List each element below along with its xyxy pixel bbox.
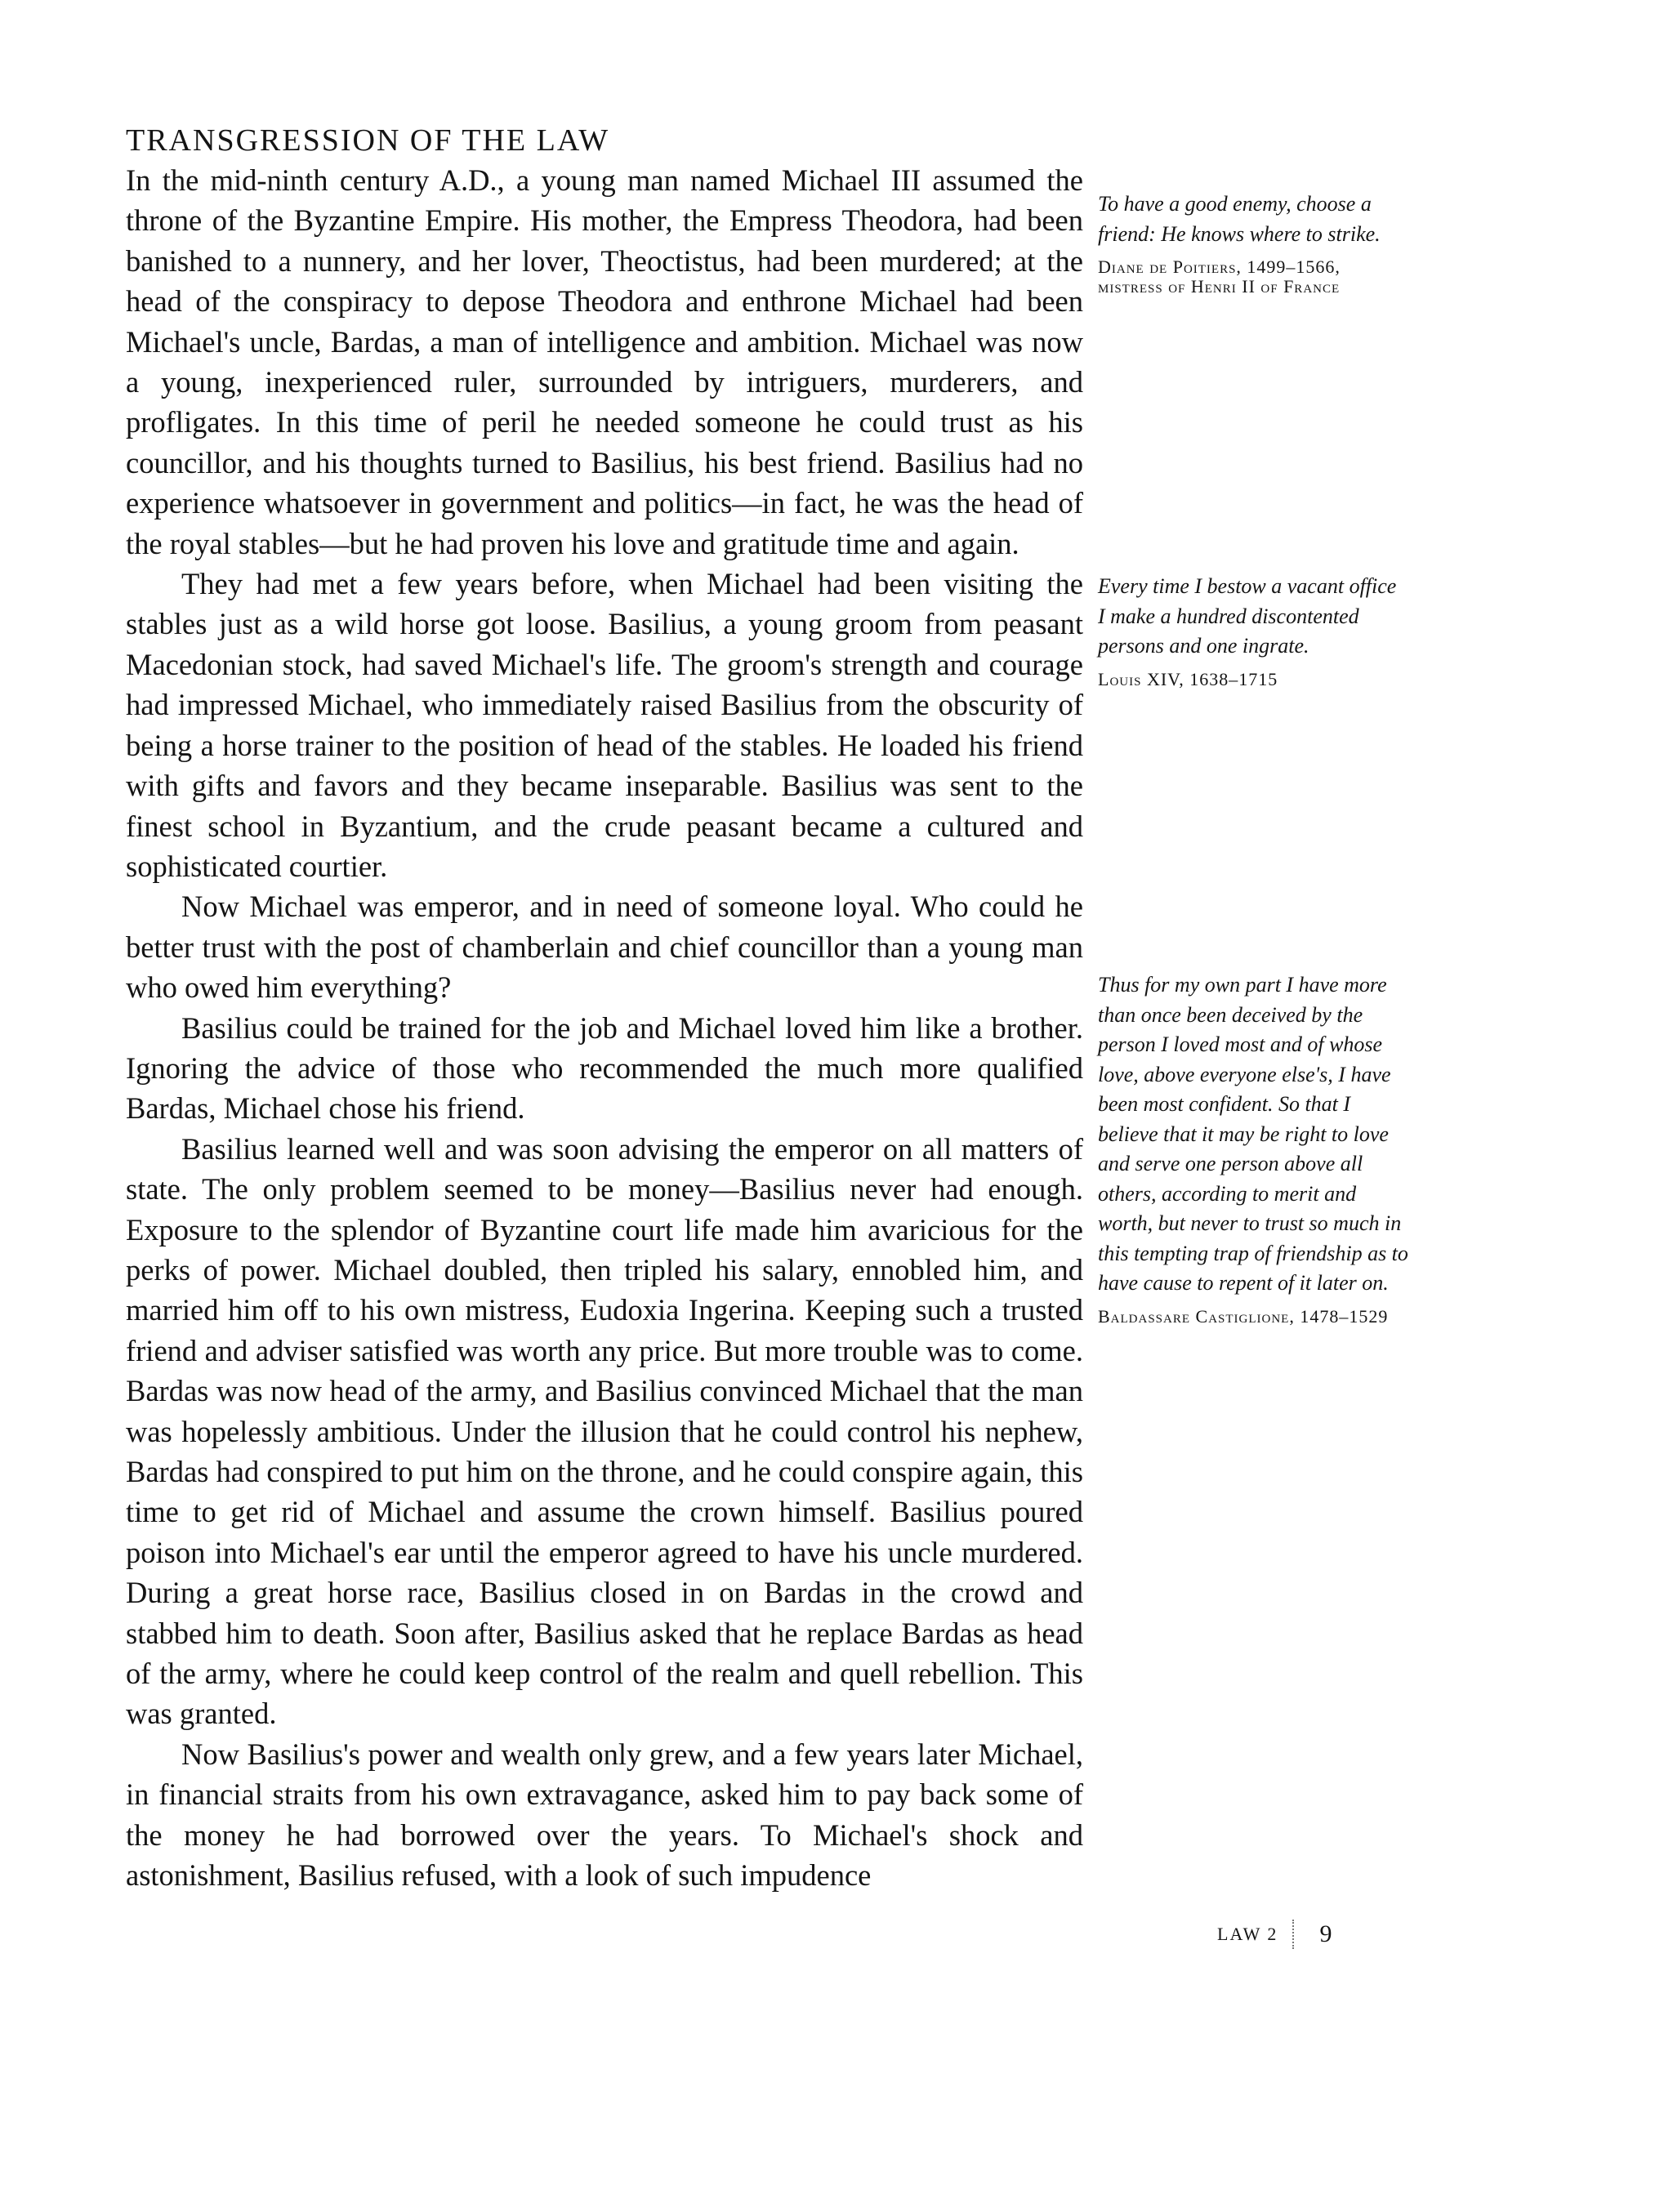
paragraph: Basilius learned well and was soon advising the emperor on all matters of state. The only problem seemed to be money—Basilius never had enough. Exposure to the splendor of Byzantine court life made him avaricious for the perks of power. Michael doubled, then tripled his salary, ennobled him, and married him off to his own mistress, Eudoxia Ingerina. Keeping such a trusted friend and adviser satisfied was worth any price. But more trouble was to come. Bardas was now head of the army, and Basilius convinced Michael that the man was hopelessly ambitious. Under the illusion that he could control his nephew, Bardas had conspired to put him on the throne, and he could conspire again, this time to get rid of Michael and assume the crown himself. Basilius poured poison into Michael's ear until the emperor agreed to have his uncle murdered. During a great horse race, Basilius closed in on Bardas in the crowd and stabbed him to death. Soon after, Basilius asked that he replace Bardas as head of the army, where he could keep control of the realm and quell rebellion. This was granted. (126, 1131, 1083, 1731)
quote-attribution: Baldassare Castiglione, 1478–1529 (1098, 1305, 1389, 1327)
quote-attribution: Diane de Poitiers, 1499–1566, mistress of Henri II of France (1098, 256, 1341, 297)
quote-text: Thus for my own part I have more than once been deceived by the person I loved most and of whose love, above everyone else's, I have been most confident. So that I believe that it may be right to love and serve one person above all others, according to merit and worth, but never to trust so much in this tempting trap of friendship as to have cause to repent of it later on. (1098, 973, 1408, 1295)
page-footer (1217, 1918, 1332, 1951)
section-title: TRANSGRESSION OF THE LAW (126, 123, 610, 158)
paragraph: Now Basilius's power and wealth only grew, and a few years later Michael, in financial straits from his own extravagance, asked him to pay back some of the money he had borrowed over the years. To Michael's shock and astonishment, Basilius refused, with a look of such impudence (126, 1737, 1083, 1893)
quote-text: To have a good enemy, choose a friend: He knows where to strike. (1098, 192, 1381, 246)
footer-divider (1292, 1920, 1295, 1949)
sidebar-quote (1098, 572, 1408, 689)
quote-text: Every time I bestow a vacant office I make a hundred discontented persons and one ingrate. (1098, 574, 1397, 658)
paragraph: Now Michael was emperor, and in need of someone loyal. Who could he better trust with the post of chamberlain and chief councillor than a young man who owed him everything? (126, 890, 1083, 1005)
paragraph: They had met a few years before, when Michael had been visiting the stables just as a wild horse got loose. Basilius, a young groom from peasant Macedonian stock, had saved Michael's life. The groom's strength and courage had impressed Michael, who immediately raised Basilius from the obscurity of being a horse trainer to the position of head of the stables. He loaded his friend with gifts and favors and they became inseparable. Basilius was sent to the finest school in Byzantium, and the crude peasant became a cultured and sophisticated courtier. (126, 567, 1083, 883)
page-number: 9 (1319, 1920, 1332, 1947)
paragraph: Basilius could be trained for the job and Michael loved him like a brother. Ignoring the advice of those who recommended the much more qualified Bardas, Michael chose his friend. (126, 1010, 1083, 1126)
paragraph: In the mid-ninth century A.D., a young man named Michael III assumed the throne of the Byzantine Empire. His mother, the Empress Theodora, had been banished to a nunnery, and her lover, Theoctistus, had been murdered; at the head of the conspiracy to depose Theodora and enthrone Michael had been Michael's uncle, Bardas, a man of intelligence and ambition. Michael was now a young, inexperienced ruler, surrounded by intriguers, murderers, and profligates. In this time of peril he needed someone he could trust as his councillor, and his thoughts turned to Basilius, his best friend. Basilius had no experience whatsoever in government and politics—in fact, he was the head of the royal stables—but he had proven his love and gratitude time and again. (126, 163, 1083, 560)
quote-attribution: Louis XIV, 1638–1715 (1098, 668, 1278, 689)
running-head: LAW 2 (1217, 1924, 1278, 1944)
sidebar-quote (1098, 190, 1408, 297)
main-column (126, 121, 1083, 1895)
body-text (126, 160, 1083, 1895)
sidebar-quote (1098, 970, 1408, 1327)
